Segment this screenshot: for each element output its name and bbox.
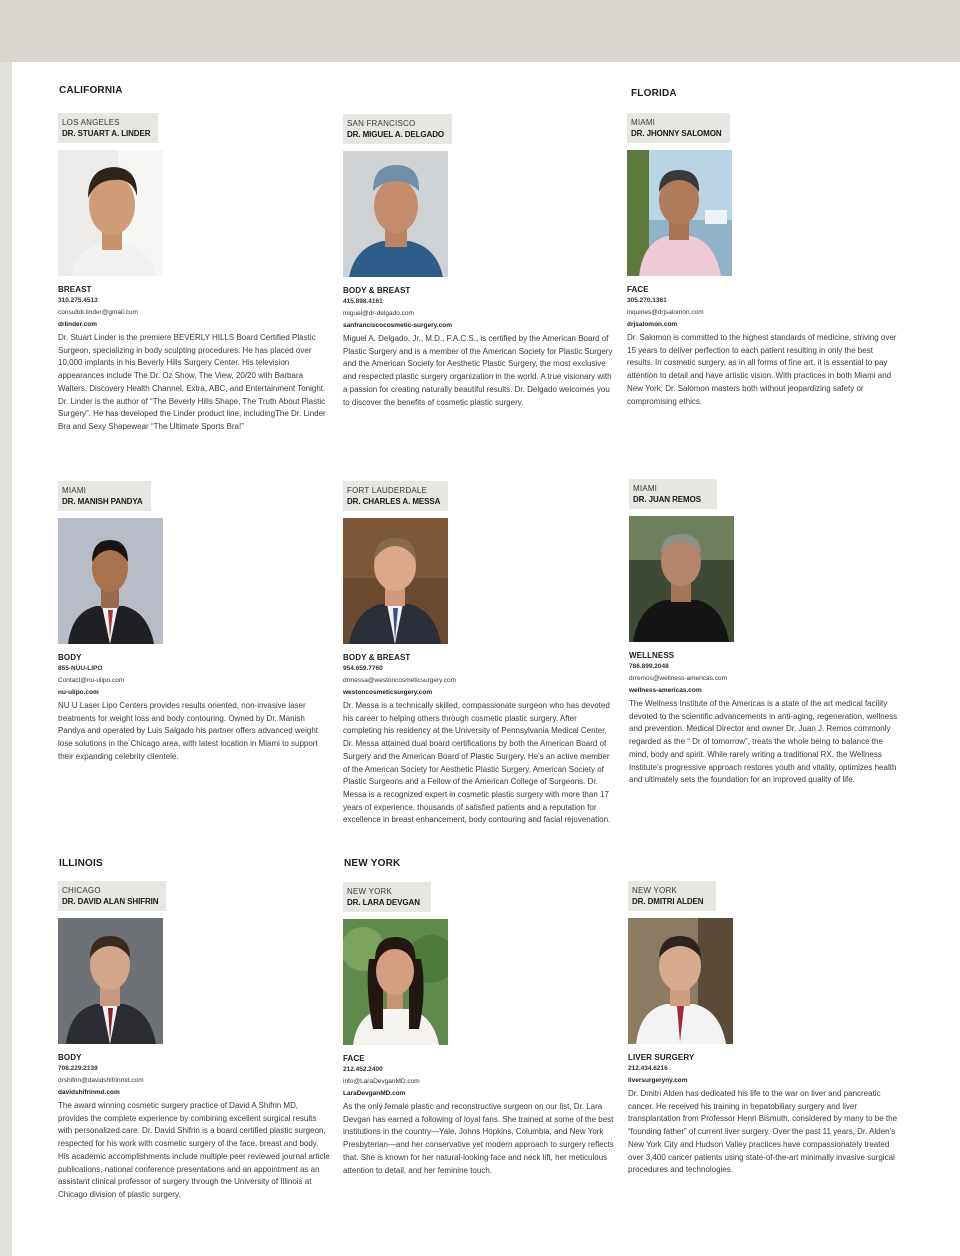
doctor-tag (343, 882, 431, 912)
doctor-bio: Dr. Dmitri Alden has dedicated his life to the war on liver and pancreatic cancer. He received his training in hepatobiliary surgery and liver transplantation from Professor Henri Bismuth, considered by many to be the “founding father” of current liver surgery. Over the past 11 years, Dr. Alden’s New York City and Hudson Valley practices have compassionately treated over 3,400 cancer patients using state-of-the-art minimally invasive surgical procedures and technologies. (628, 1089, 898, 1175)
doctor-bio: Dr. Stuart Linder is the premiere BEVERLY HILLS Board Certified Plastic Surgeon, specializing in body sculpting procedures. He has placed over 10,000 implants in his Beverly Hills Surgery Center. His television appearances include The Dr. Oz Show, The View, 20/20 with Barbara Walters, Discovery Health Channel, Extra, ABC, and Entertainment Tonight. Dr. Linder is the author of “The Beverly Hills Shape, The Truth About Plastic Surgery”. He has developed the Linder product line, includingThe Dr. Linder Bra and Sexy Shapewear “The Ultimate Sports Bra!” (58, 333, 326, 431)
doctor-tag (343, 481, 448, 511)
doctor-bio: The Wellness Institute of the Americas is a state of the art medical facility devoted to the scientific advancements in anti-aging, regeneration, wellness and prevention. Medical Director and owner Dr. Juan J. Remos commonly regarded as the “ Dr of tomorrow”, treats the whole being to balance the mind, body and spirit. While rarely writing a traditional RX, the Wellness Institute’s progressive approach restores youth and vitality, optimizes health and ultimately sets the foundation for an improved quality of life. (629, 699, 898, 785)
doctor-photo (343, 919, 448, 1045)
doctor-website-link[interactable]: nu-ulipo.com (58, 689, 99, 696)
doctor-name: DR. MIGUEL A. DELGADO (347, 130, 445, 139)
section-title-florida: FLORIDA (631, 88, 677, 99)
doctor-tag (343, 114, 452, 144)
doctor-email[interactable]: drshifrin@davidshifrinmd.com (58, 1077, 144, 1084)
doctor-city: MIAMI (631, 118, 656, 127)
doctor-specialty: WELLNESS (629, 651, 675, 660)
doctor-city: FORT LAUDERDALE (347, 486, 428, 495)
doctor-card (343, 114, 615, 409)
doctor-card (58, 113, 330, 434)
doctor-city: NEW YORK (347, 887, 393, 896)
doctor-phone: 212.434.6216 (628, 1065, 668, 1072)
doctor-specialty: LIVER SURGERY (628, 1053, 695, 1062)
doctor-photo (343, 151, 448, 277)
doctor-name: DR. MANISH PANDYA (62, 497, 143, 506)
doctor-specialty: BREAST (58, 285, 92, 294)
doctor-card (629, 479, 901, 787)
doctor-photo (629, 516, 734, 642)
doctor-city: MIAMI (62, 486, 87, 495)
doctor-name: DR. LARA DEVGAN (347, 898, 420, 907)
doctor-photo (343, 518, 448, 644)
doctor-specialty: FACE (627, 285, 649, 294)
doctor-photo (58, 918, 163, 1044)
doctor-city: MIAMI (633, 484, 658, 493)
doctor-email[interactable]: consultdr.linder@gmail.com (58, 309, 138, 316)
doctor-website-link[interactable]: westoncosmeticsurgery.com (343, 689, 433, 696)
doctor-specialty: BODY & BREAST (343, 286, 411, 295)
doctor-specialty: FACE (343, 1054, 365, 1063)
section-title-new-york: NEW YORK (344, 858, 401, 869)
doctor-city: CHICAGO (62, 886, 101, 895)
doctor-phone: 415.898.4161 (343, 298, 383, 305)
doctor-card (628, 881, 900, 1177)
doctor-email[interactable]: inquiries@drjsalomon.com (627, 309, 704, 316)
page-edge (0, 62, 12, 1256)
doctor-bio: The award winning cosmetic surgery practice of David A Shifrin MD, provides the complete experience by combining excellent surgical results with personalized care. Dr. David Shifrin is a board certified plastic surgeon, respected for his work with cosmetic surgery of the face, breast and body. His academic accomplishments include multiple peer reviewed journal article publications, national conference presentations and an appointment as an assistant clinical professor of surgery through the University of Illinois at Chicago division of plastic surgery. (58, 1101, 330, 1199)
doctor-website-link[interactable]: LaraDevganMD.com (343, 1090, 406, 1097)
doctor-phone: 708.229.2139 (58, 1065, 98, 1072)
doctor-email[interactable]: drmessa@westoncosmeticsurgery.com (343, 677, 457, 684)
doctor-card (343, 882, 615, 1177)
doctor-name: DR. CHARLES A. MESSA (347, 497, 441, 506)
doctor-photo (628, 918, 733, 1044)
doctor-tag (58, 113, 158, 143)
doctor-email[interactable]: drremos@wellness-americas.com (629, 675, 727, 682)
doctor-specialty: BODY (58, 653, 82, 662)
doctor-bio: As the only female plastic and reconstructive surgeon on our list, Dr. Lara Devgan has earned a following of loyal fans. She trained at some of the best institutions in the country—Yale, Johns Hopkins, Columbia, and New York Presbyterian—and her conservative yet modern approach to surgery reflects that. She is known for her natural-looking face and neck lift, her meticulous attention to detail, and her feminine touch. (343, 1102, 614, 1175)
doctor-card (627, 113, 899, 408)
doctor-website-link[interactable]: liversurgeryny.com (628, 1077, 688, 1084)
doctor-city: SAN FRANCISCO (347, 119, 416, 128)
doctor-website-link[interactable]: wellness-americas.com (629, 687, 702, 694)
doctor-name: DR. DMITRI ALDEN (632, 897, 704, 906)
doctor-card (58, 481, 330, 764)
section-title-california: CALIFORNIA (59, 85, 123, 96)
doctor-name: DR. JHONNY SALOMON (631, 129, 722, 138)
doctor-website-link[interactable]: drlinder.com (58, 321, 98, 328)
doctor-phone: 786.899.2048 (629, 663, 669, 670)
doctor-website-link[interactable]: drjsalomon.com (627, 321, 678, 328)
doctor-phone: 954.659.7760 (343, 665, 383, 672)
doctor-name: DR. STUART A. LINDER (62, 129, 151, 138)
doctor-phone: 310.275.4513 (58, 297, 98, 304)
doctor-phone: 305.270.1361 (627, 297, 667, 304)
section-title-illinois: ILLINOIS (59, 858, 103, 869)
doctor-website-link[interactable]: sanfranciscocosmetic-surgery.com (343, 322, 452, 329)
doctor-bio: Dr. Salomon is committed to the highest standards of medicine, striving over 15 years to deliver perfection to each patient resulting in only the best results. In cosmetic surgery, as in all forms of fine art, it is essential to pay attention to detail and have artistic vision. With practices in both Miami and New York, Dr. Salomon masters both without jeopardizing safety or compromising ethics. (627, 333, 897, 406)
doctor-email[interactable]: info@LaraDevganMD.com (343, 1078, 420, 1085)
doctor-photo (627, 150, 732, 276)
doctor-tag (58, 481, 151, 511)
doctor-photo (58, 150, 163, 276)
doctor-name: DR. JUAN REMOS (633, 495, 701, 504)
doctor-photo (58, 518, 163, 644)
doctor-specialty: BODY & BREAST (343, 653, 411, 662)
doctor-bio: Dr. Messa is a technically skilled, compassionate surgeon who has devoted his career to helping others through cosmetic plastic surgery. After completing his residency at the University of Pennsylvania Medical Center, Dr. Messa attained dual board certifications by both the American Board of Surgery and the American Board of Plastic Surgery. He’s an active member of the American Society for Aesthetic Plastic Surgery, American Society of Plastic Surgeons and a Fellow of the American College of Surgeons. Dr. Messa is a recognized expert in cosmetic plastic surgery with more than 17 years of experience, thousands of satisfied patients and a reputation for excellence in breast enhancement, body contouring and facial rejuvenation. (343, 701, 611, 825)
doctor-card (58, 881, 330, 1202)
doctor-tag (629, 479, 717, 509)
doctor-phone: 855-NUU-LIPO (58, 665, 103, 672)
doctor-tag (628, 881, 716, 911)
doctor-website-link[interactable]: davidshifrinmd.com (58, 1089, 120, 1096)
doctor-phone: 212.452.2400 (343, 1066, 383, 1073)
doctor-bio: Miguel A. Delgado, Jr., M.D., F.A.C.S., is certified by the American Board of Plastic Surgery and is a member of the American Society for Plastic Surgery and the American Society for Aesthetic Plastic Surgery, the most exclusive and respected plastic surgery organization in the world. A true visionary with a passion for creating naturally beautiful results. Dr. Delgado welcomes you to discover the benefits of cosmetic plastic surgery. (343, 334, 613, 407)
doctor-email[interactable]: miguel@dr-delgado.com (343, 310, 414, 317)
doctor-city: NEW YORK (632, 886, 678, 895)
doctor-bio: NU U Laser Lipo Centers provides results oriented, non-invasive laser treatments for weight loss and body contouring. Owned by Dr. Manish Pandya and operated by Luis Salgado his partner offers advanced weight lose solutions in the Chicago area, with latest location in Miami to support their expanding celebrity clientele. (58, 701, 319, 761)
top-banner (0, 0, 960, 62)
doctor-card (343, 481, 615, 827)
doctor-tag (58, 881, 166, 911)
doctor-email[interactable]: Contact@nu-ulipo.com (58, 677, 125, 684)
doctor-city: LOS ANGELES (62, 118, 120, 127)
doctor-name: DR. DAVID ALAN SHIFRIN (62, 897, 159, 906)
doctor-specialty: BODY (58, 1053, 82, 1062)
doctor-tag (627, 113, 730, 143)
